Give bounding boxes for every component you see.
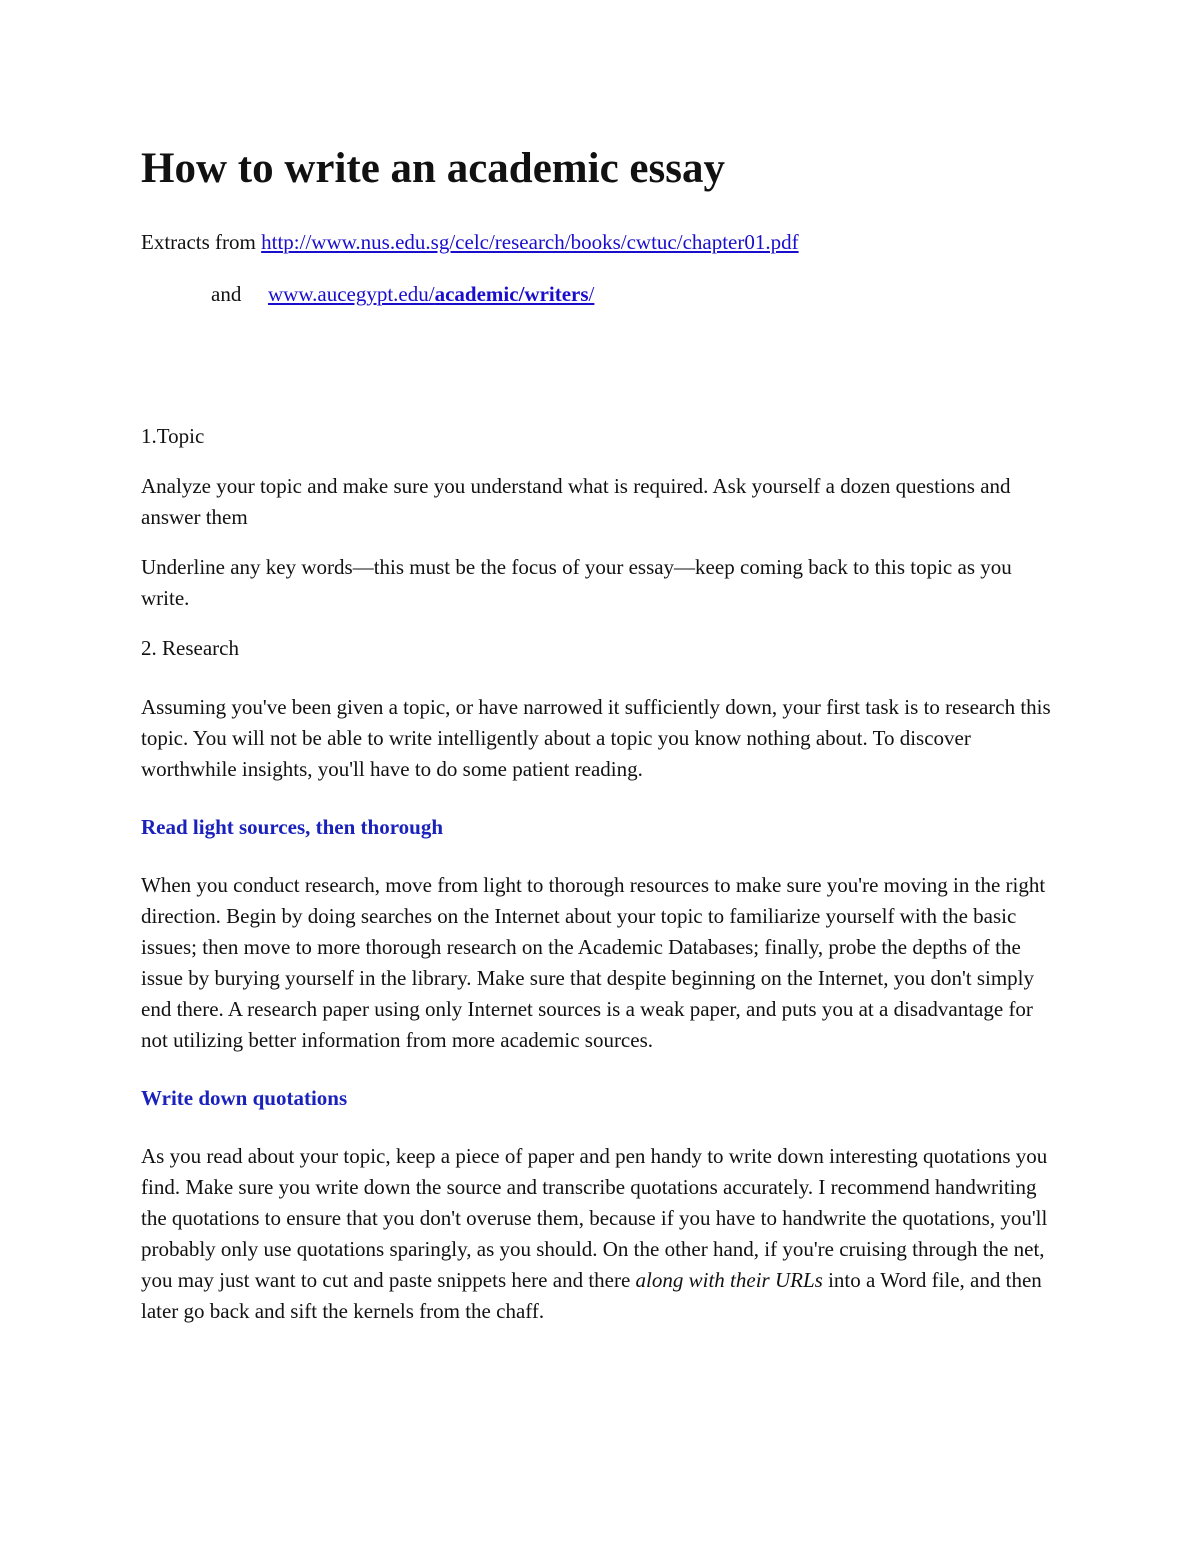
quotations-text-end: into a Word file, and then later go back and sift the kernels from the chaff. xyxy=(141,1268,1042,1323)
subheading-quotations: Write down quotations xyxy=(141,1086,348,1110)
aucegypt-link-path: academic/writers xyxy=(434,282,589,306)
section-topic-heading: 1.Topic xyxy=(141,424,205,448)
aucegypt-writers-link[interactable] xyxy=(268,282,594,306)
light-sources-paragraph: When you conduct research, move from light to thorough resources to make sure you're moving in the right direction. Begin by doing searches on the Internet about your topic to familiarize yourself with the basic issues; then move to more thorough research on the Academic Databases; finally, probe the depths of the issue by burying yourself in the library. Make sure that despite beginning on the Internet, you don't simply end there. A research paper using only Internet sources is a weak paper, and puts you at a disadvantage for not utilizing better information from more academic sources. xyxy=(141,873,1046,1052)
extracts-label: Extracts from xyxy=(141,230,256,254)
topic-paragraph-2: Underline any key words—this must be the focus of your essay—keep coming back to this topic as you write. xyxy=(141,555,1012,610)
aucegypt-link-domain: www.aucegypt.edu/ xyxy=(268,282,435,306)
and-line xyxy=(141,279,1061,310)
and-label: and xyxy=(211,282,242,306)
extracts-line xyxy=(141,227,1061,258)
document-body xyxy=(141,140,1061,1327)
aucegypt-link-slash: / xyxy=(588,282,595,306)
quotations-text-italic: along with their URLs xyxy=(635,1268,823,1292)
quotations-paragraph xyxy=(141,1141,1061,1327)
nus-chapter-link[interactable]: http://www.nus.edu.sg/celc/research/books/cwtuc/chapter01.pdf xyxy=(261,230,799,254)
research-paragraph: Assuming you've been given a topic, or have narrowed it sufficiently down, your first task is to research this topic. You will not be able to write intelligently about a topic you know nothing about. To discover worthwhile insights, you'll have to do some patient reading. xyxy=(141,695,1051,781)
quotations-text-start: As you read about your topic, keep a piece of paper and pen handy to write down interesting quotations you find. Make sure you write down the source and transcribe quotations accurately. I recommend handwriting the quotations to ensure that you don't overuse them, because if you have to handwrite the quotations, you'll probably only use quotations sparingly, as you should. On the other hand, if you're cruising through the net, you may just want to cut and paste snippets here and there xyxy=(141,1144,1048,1292)
section-research-heading: 2. Research xyxy=(141,636,239,660)
subheading-light-sources: Read light sources, then thorough xyxy=(141,815,444,839)
document-title: How to write an academic essay xyxy=(141,145,725,192)
topic-paragraph-1: Analyze your topic and make sure you understand what is required. Ask yourself a dozen questions and answer them xyxy=(141,474,1011,529)
